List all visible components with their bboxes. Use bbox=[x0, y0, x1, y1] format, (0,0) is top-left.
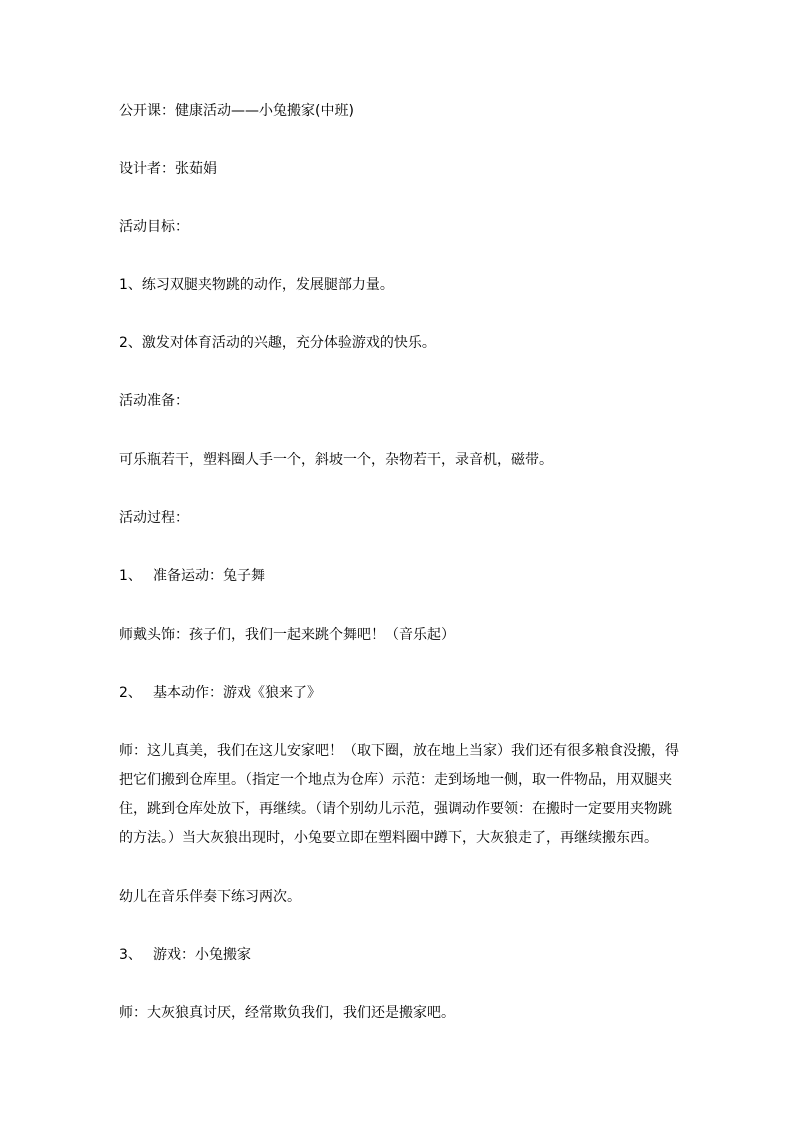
step-2-description-line: 师：这儿真美，我们在这儿安家吧！（取下圈，放在地上当家）我们还有很多粮食没搬，得 bbox=[119, 743, 679, 759]
step-2-title: 基本动作：游戏《狼来了》 bbox=[153, 685, 321, 701]
step-2-practice: 幼儿在音乐伴奏下练习两次。 bbox=[119, 889, 301, 905]
preparation-text: 可乐瓶若干，塑料圈人手一个，斜坡一个，杂物若干，录音机，磁带。 bbox=[119, 452, 553, 468]
step-3-number: 3、 bbox=[119, 947, 142, 963]
step-2-description-line: 的方法。）当大灰狼出现时，小兔要立即在塑料圈中蹲下，大灰狼走了，再继续搬东西。 bbox=[119, 830, 658, 846]
process-heading: 活动过程： bbox=[119, 510, 189, 526]
goals-heading: 活动目标： bbox=[119, 219, 189, 235]
step-2-description bbox=[119, 737, 679, 853]
step-2-description-line: 把它们搬到仓库里。（指定一个地点为仓库）示范：走到场地一侧，取一件物品，用双腿夹 bbox=[119, 772, 672, 788]
step-1-heading bbox=[119, 566, 265, 586]
preparation-heading: 活动准备： bbox=[119, 393, 189, 409]
step-2-description-line: 住，跳到仓库处放下，再继续。（请个别幼儿示范，强调动作要领：在搬时一定要用夹物跳 bbox=[119, 801, 672, 817]
goal-item-1: 1、练习双腿夹物跳的动作，发展腿部力量。 bbox=[119, 277, 394, 293]
step-3-description: 师：大灰狼真讨厌，经常欺负我们，我们还是搬家吧。 bbox=[119, 1005, 455, 1021]
document-title: 公开课：健康活动——小兔搬家(中班) bbox=[119, 103, 354, 119]
step-1-title: 准备运动：兔子舞 bbox=[153, 568, 265, 584]
step-2-number: 2、 bbox=[119, 685, 142, 701]
step-1-number: 1、 bbox=[119, 568, 142, 584]
step-2-heading bbox=[119, 683, 321, 703]
designer-line: 设计者：张茹娟 bbox=[119, 161, 217, 177]
step-3-title: 游戏：小兔搬家 bbox=[153, 947, 251, 963]
step-3-heading bbox=[119, 945, 251, 965]
goal-item-2: 2、激发对体育活动的兴趣，充分体验游戏的快乐。 bbox=[119, 335, 436, 351]
step-1-description: 师戴头饰：孩子们，我们一起来跳个舞吧！（音乐起） bbox=[119, 627, 455, 643]
